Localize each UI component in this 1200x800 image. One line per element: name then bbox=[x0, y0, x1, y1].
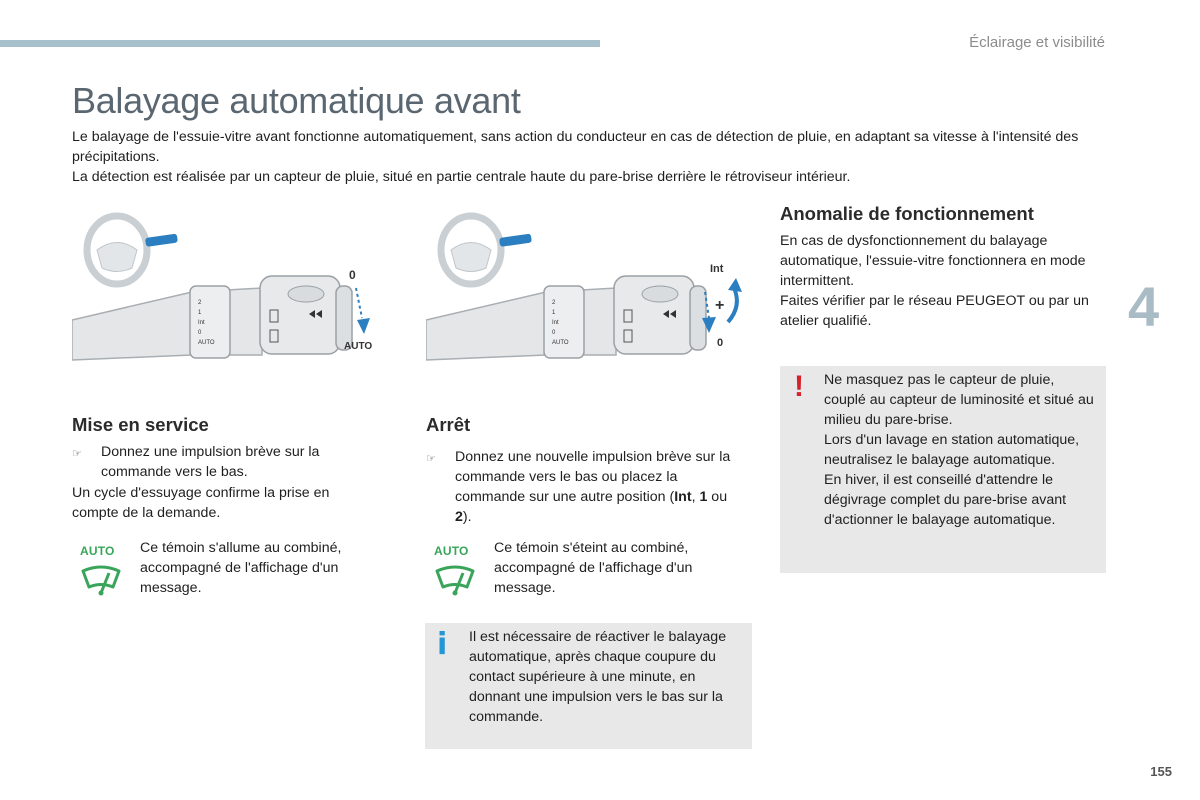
auto-label: AUTO bbox=[80, 544, 115, 558]
pointing-hand-icon: ☞ bbox=[72, 448, 82, 460]
figure-lever-auto-on bbox=[72, 210, 392, 375]
warning-paragraph-1: Ne masquez pas le capteur de pluie, couplé au capteur de luminosité et situé au milieu du pare-brise. bbox=[824, 372, 1094, 428]
lever-illustration bbox=[72, 210, 392, 375]
warning-text bbox=[824, 370, 1098, 530]
lever-zero-label: 0 bbox=[349, 268, 356, 282]
info-text: Il est nécessaire de réactiver le balayage automatique, après chaque coupure du contact supérieure à une minute, en donnant une impulsion vers le bas sur la commande. bbox=[469, 629, 727, 725]
lever-auto-label: AUTO bbox=[344, 341, 373, 352]
anomalie-paragraph-2: Faites vérifier par le réseau PEUGEOT ou par un atelier qualifié. bbox=[780, 293, 1089, 329]
chapter-number: 4 bbox=[1128, 275, 1160, 338]
arret-heading: Arrêt bbox=[426, 414, 471, 435]
pointing-hand-icon: ☞ bbox=[426, 453, 436, 465]
lever-stalk bbox=[426, 276, 706, 360]
page-title: Balayage automatique avant bbox=[72, 80, 521, 121]
anomalie-paragraph-1: En cas de dysfonctionnement du balayage automatique, l'essuie-vitre fonctionnera en mode intermittent. bbox=[780, 233, 1086, 289]
auto-indicator-text: Ce témoin s'éteint au combiné, accompagné de l'affichage d'un message. bbox=[494, 540, 693, 596]
lever-zero-label: 0 bbox=[717, 337, 724, 349]
svg-text:Int: Int bbox=[198, 320, 205, 326]
position-1: 1 bbox=[699, 489, 708, 505]
intro-paragraph-1: Le balayage de l'essuie-vitre avant fonctionne automatiquement, sans action du conducteur en cas de détection de pluie, en adaptant sa vitesse à l'intensité des précipitations. bbox=[72, 129, 1079, 165]
info-box bbox=[425, 623, 752, 749]
anomalie-text bbox=[780, 231, 1100, 331]
mise-en-service-heading: Mise en service bbox=[72, 414, 209, 435]
svg-text:2: 2 bbox=[198, 300, 202, 306]
svg-text:0: 0 bbox=[552, 330, 556, 336]
up-arrow-icon bbox=[728, 278, 742, 322]
warning-box bbox=[780, 366, 1106, 573]
lever-plus-label: + bbox=[715, 297, 725, 314]
svg-text:1: 1 bbox=[198, 310, 202, 316]
down-arrow-icon bbox=[356, 288, 370, 334]
svg-text:AUTO: AUTO bbox=[198, 340, 215, 346]
svg-text:2: 2 bbox=[552, 300, 556, 306]
section-title: Éclairage et visibilité bbox=[969, 34, 1105, 51]
warning-icon: ! bbox=[794, 370, 804, 403]
intro-paragraph-2: La détection est réalisée par un capteur de pluie, situé en partie centrale haute du pare-brise derrière le rétroviseur intérieur. bbox=[72, 169, 851, 185]
header-accent-bar bbox=[0, 40, 600, 47]
warning-paragraph-2: Lors d'un lavage en station automatique, neutralisez le balayage automatique. bbox=[824, 432, 1080, 468]
warning-paragraph-3: En hiver, il est conseillé d'attendre le dégivrage complet du pare-brise avant d'actionner le balayage automatique. bbox=[824, 472, 1067, 528]
arret-bullet bbox=[426, 447, 746, 527]
wiper-auto-icon bbox=[434, 563, 476, 597]
position-int: Int bbox=[674, 489, 692, 505]
steering-wheel-icon bbox=[441, 216, 532, 284]
svg-text:Int: Int bbox=[552, 320, 559, 326]
bullet-text: Donnez une impulsion brève sur la commande vers le bas. bbox=[101, 444, 320, 480]
page-number: 155 bbox=[1150, 764, 1172, 779]
intro-text bbox=[72, 127, 1082, 187]
info-icon: i bbox=[437, 627, 448, 662]
mise-en-service-paragraph: Un cycle d'essuyage confirme la prise en compte de la demande. bbox=[72, 485, 330, 521]
lever-int-label: Int bbox=[710, 263, 724, 275]
wiper-auto-icon bbox=[80, 563, 122, 597]
lever-illustration bbox=[426, 210, 756, 375]
anomalie-heading: Anomalie de fonctionnement bbox=[780, 203, 1034, 224]
figure-lever-auto-off bbox=[426, 210, 756, 375]
svg-text:0: 0 bbox=[198, 330, 202, 336]
position-2: 2 bbox=[455, 509, 463, 525]
svg-text:AUTO: AUTO bbox=[552, 340, 569, 346]
svg-text:1: 1 bbox=[552, 310, 556, 316]
bullet-text: Donnez une nouvelle impulsion brève sur la commande vers le bas ou placez la commande sur une autre position (Int, 1 ou 2). bbox=[455, 449, 731, 525]
auto-indicator-text: Ce témoin s'allume au combiné, accompagné de l'affichage d'un message. bbox=[140, 540, 342, 596]
auto-indicator-on bbox=[78, 538, 378, 598]
lever-stalk bbox=[72, 276, 352, 360]
auto-label: AUTO bbox=[434, 544, 469, 558]
auto-indicator-off bbox=[432, 538, 732, 598]
steering-wheel-icon bbox=[87, 216, 178, 284]
mise-en-service-bullet bbox=[72, 442, 372, 482]
